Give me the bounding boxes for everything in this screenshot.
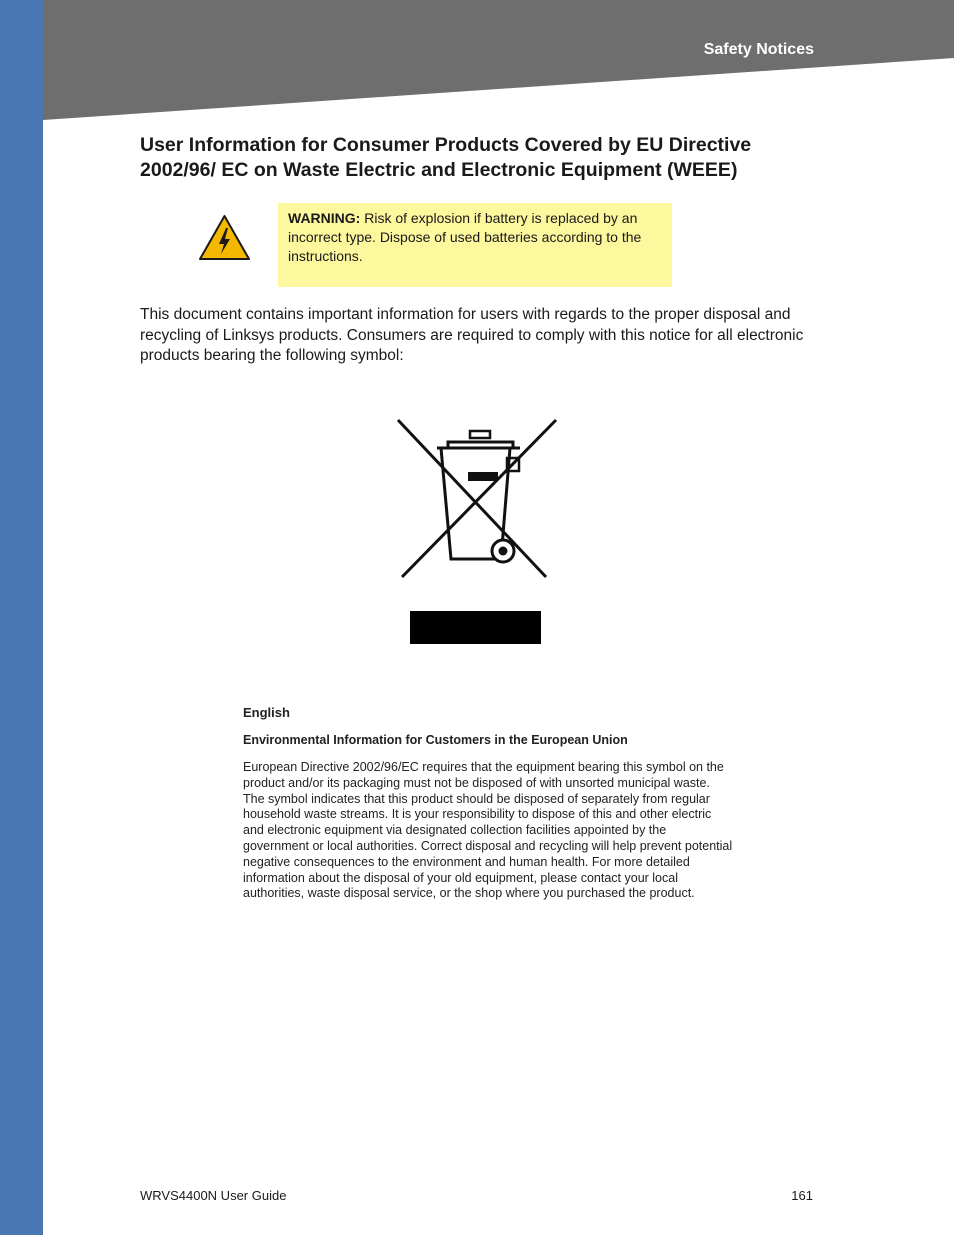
scanned-notice <box>243 705 743 902</box>
weee-black-bar <box>410 611 541 644</box>
page-heading: User Information for Consumer Products Covered by EU Directive 2002/96/ EC on Waste Electric and Electronic Equipment (WEEE) <box>140 134 752 181</box>
side-bar <box>0 0 43 1235</box>
scan-language: English <box>243 705 290 720</box>
scan-body: European Directive 2002/96/EC requires that the equipment bearing this symbol on the product and/or its packaging must not be disposed of with unsorted municipal waste. The symbol indicates that this product should be disposed of separately from regular household waste streams. It is your responsibility to dispose of this and other electric and electronic equipment via designated collection facilities appointed by the government or local authorities. Correct disposal and recycling will help prevent potential negative consequences to the environment and human health. For more detailed information about the disposal of your old equipment, please contact your local authorities, waste disposal service, or the shop where you purchased the product. <box>243 760 733 901</box>
electrical-warning-icon <box>198 214 251 261</box>
scan-title: Environmental Information for Customers in the European Union <box>243 733 628 747</box>
footer-guide: WRVS4400N User Guide <box>140 1188 287 1203</box>
warning-box <box>278 203 672 287</box>
warning-text: Risk of explosion if battery is replaced by an incorrect type. Dispose of used batteries according to the instructions. <box>288 210 642 264</box>
page-number: 161 <box>791 1188 813 1203</box>
warning-label: WARNING: <box>288 210 361 226</box>
intro-paragraph: This document contains important information for users with regards to the proper disposal and recycling of Linksys products. Consumers are required to comply with this notice for all electronic products bearing the following symbol: <box>140 306 804 364</box>
header-band <box>43 0 954 125</box>
section-title: Safety Notices <box>703 41 814 58</box>
weee-crossed-bin-icon <box>393 414 561 584</box>
